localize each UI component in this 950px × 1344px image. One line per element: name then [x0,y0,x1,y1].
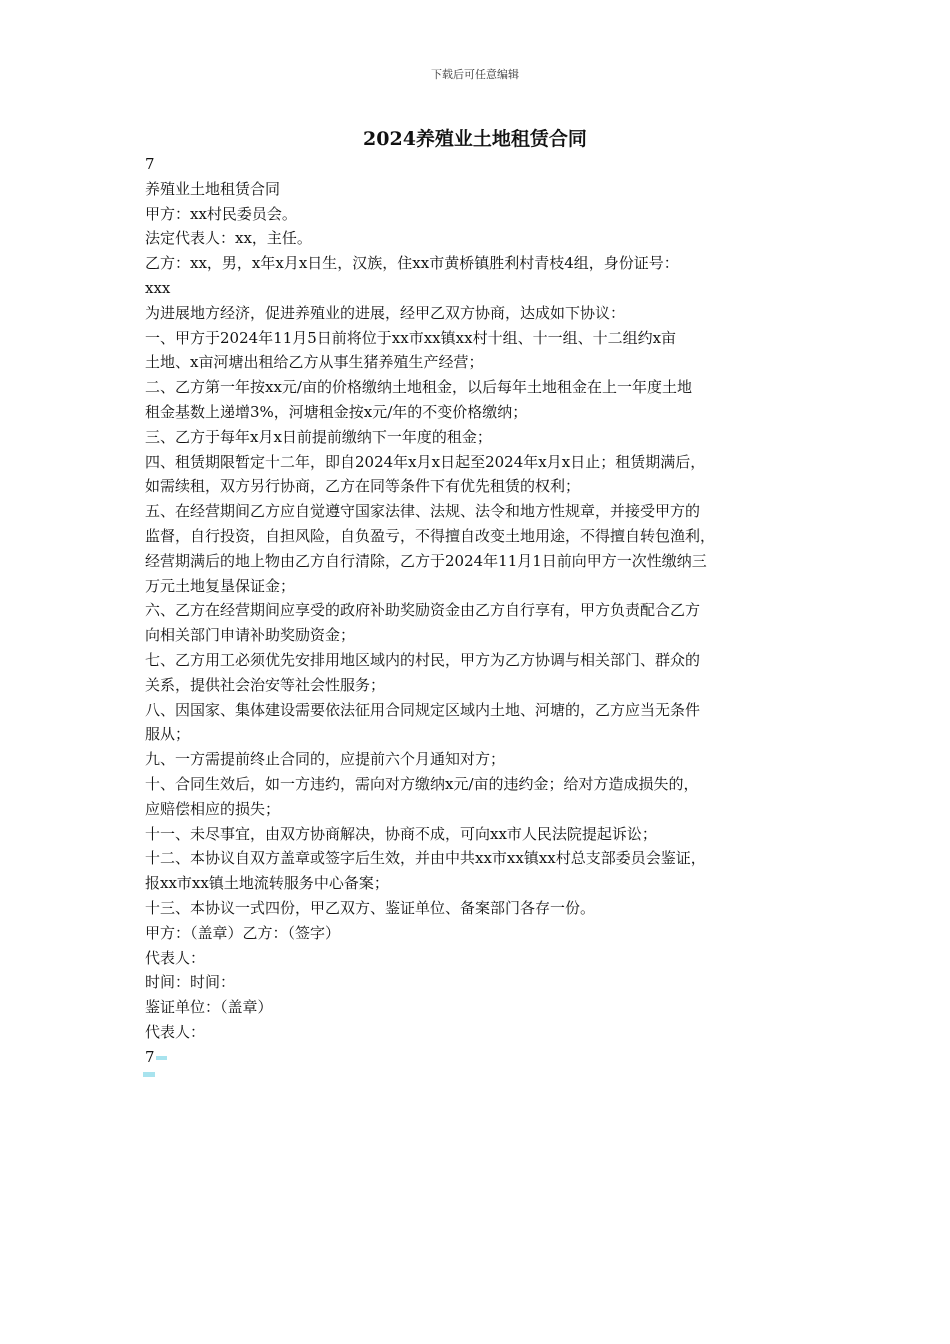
body-line: 代表人： [145,1022,206,1041]
body-line: 向相关部门申请补助奖励资金； [145,626,356,645]
body-line: 七、乙方用工必须优先安排用地区域内的村民，甲方为乙方协调与相关部门、群众的 [145,650,701,669]
body-line: 法定代表人：xx，主任。 [145,229,312,248]
body-line: 土地、x亩河塘出租给乙方从事生猪养殖生产经营； [145,353,484,372]
body-line: 一、甲方于2024年11月5日前将位于xx市xx镇xx村十组、十一组、十二组约x亩 [145,328,677,347]
body-line: 二、乙方第一年按xx元/亩的价格缴纳土地租金，以后每年土地租金在上一年度土地 [145,378,692,397]
body-line: 六、乙方在经营期间应享受的政府补助奖励资金由乙方自行享有，甲方负责配合乙方 [145,601,701,620]
body-line: 关系，提供社会治安等社会性服务； [145,675,386,694]
body-line: 三、乙方于每年x月x日前提前缴纳下一年度的租金； [145,427,492,446]
body-line: 鉴证单位：（盖章） [145,998,273,1017]
body-line: 7 [145,155,155,173]
body-line: 时间：时间： [145,973,236,992]
document-title: 2024养殖业土地租赁合同 [363,128,587,150]
body-line: 甲方：xx村民委员会。 [145,204,297,223]
body-line: 甲方：（盖章）乙方：（签字） [145,923,341,942]
body-line: 监督，自行投资，自担风险，自负盈亏，不得擅自改变土地用途，不得擅自转包渔利， [145,526,716,545]
body-line: 万元土地复垦保证金； [145,576,296,595]
body-line: 报xx市xx镇土地流转服务中心备案； [145,874,389,893]
body-line: 养殖业土地租赁合同 [145,179,281,198]
body-line: 代表人： [145,948,206,967]
end-mark: 7 [145,1047,155,1066]
body-line: 八、因国家、集体建设需要依法征用合同规定区域内土地、河塘的，乙方应当无条件 [145,700,701,719]
body-line: 如需续租，双方另行协商，乙方在同等条件下有优先租赁的权利； [145,477,581,496]
body-line: 乙方：xx，男，x年x月x日生，汉族，住xx市黄桥镇胜利村青枝4组，身份证号： [145,254,679,273]
body-line: 经营期满后的地上物由乙方自行清除，乙方于2024年11月1日前向甲方一次性缴纳三 [145,551,707,570]
body-line: 五、在经营期间乙方应自觉遵守国家法律、法规、法令和地方性规章，并接受甲方的 [145,502,701,521]
end-mark-line [145,1045,815,1070]
body-line: xxx [145,278,171,297]
body-line: 九、一方需提前终止合同的，应提前六个月通知对方； [145,750,506,769]
highlight-mark [156,1056,167,1060]
body-line: 应赔偿相应的损失； [145,799,281,818]
body-line: 十一、未尽事宜，由双方协商解决，协商不成，可向xx市人民法院提起诉讼； [145,824,657,843]
header-note: 下载后可任意编辑 [431,68,519,81]
contract-body [145,152,815,1069]
body-line: 服从； [145,725,191,744]
body-line: 四、租赁期限暂定十二年，即自2024年x月x日起至2024年x月x日止；租赁期满后， [145,452,706,471]
body-line: 十二、本协议自双方盖章或签字后生效，并由中共xx市xx镇xx村总支部委员会鉴证， [145,849,706,868]
body-line: 十三、本协议一式四份，甲乙双方、鉴证单位、备案部门各存一份。 [145,898,596,917]
body-line: 为进展地方经济，促进养殖业的进展，经甲乙双方协商，达成如下协议： [145,303,626,322]
body-line: 租金基数上递增3%，河塘租金按x元/年的不变价格缴纳； [145,402,528,421]
body-line: 十、合同生效后，如一方违约，需向对方缴纳x元/亩的违约金；给对方造成损失的， [145,774,699,793]
highlight-mark [143,1072,155,1077]
